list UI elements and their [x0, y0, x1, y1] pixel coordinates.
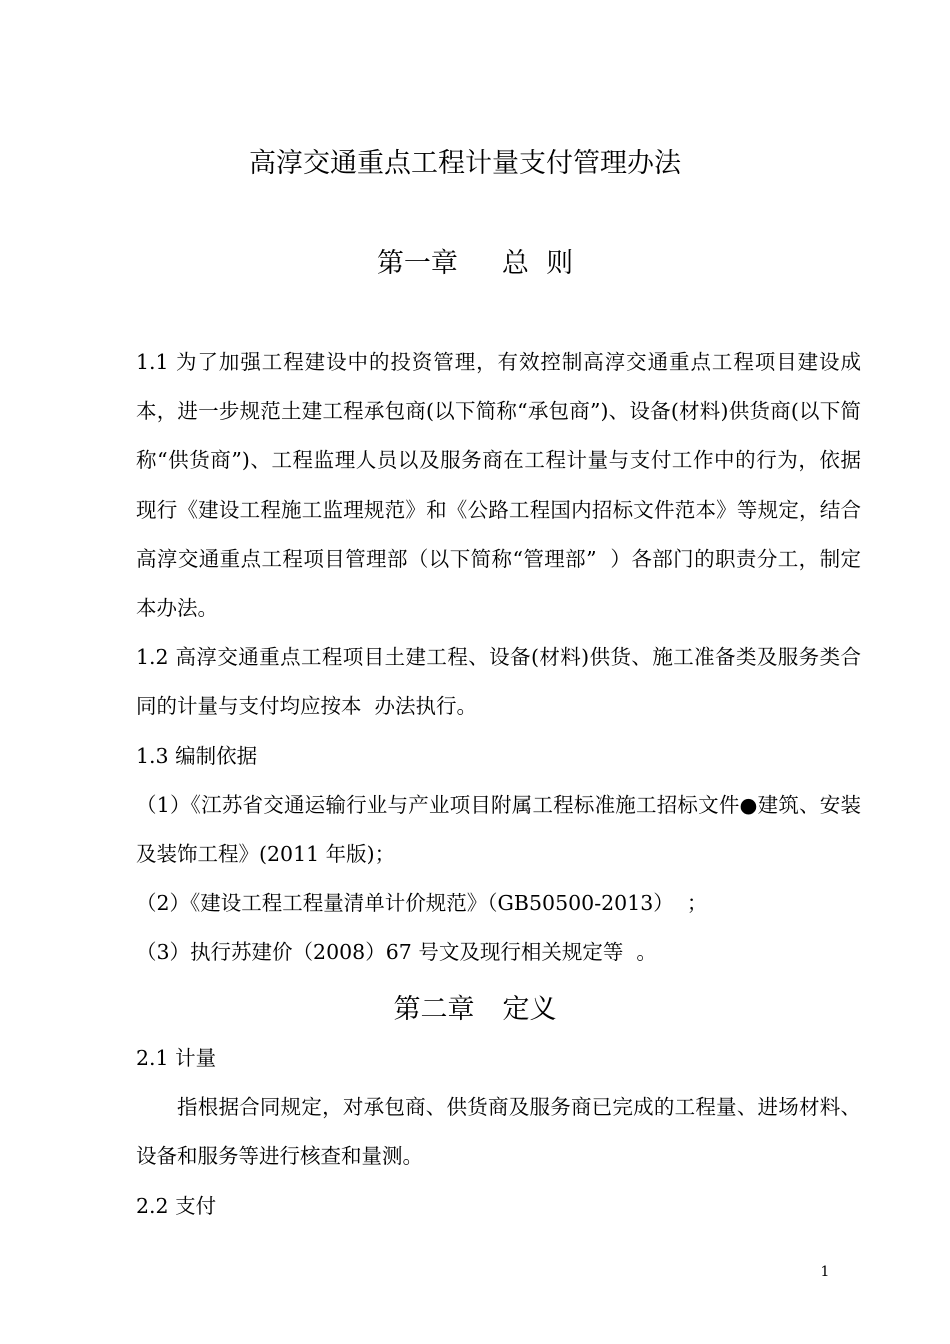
chapter-2-heading — [0, 992, 950, 1028]
heading-1-3: 1.3 编制依据 — [136, 743, 258, 768]
basis-item-1: （1）《江苏省交通运输行业与产业项目附属工程标准施工招标文件●建筑、安装及装饰工程》(2011 年版)； — [136, 792, 861, 867]
basis-item-2: （2）《建设工程工程量清单计价规范》（GB50500-2013） ； — [136, 891, 708, 916]
chapter-1-name: 总 则 — [501, 248, 574, 279]
basis-item-3: （3）执行苏建价（2008）67 号文及现行相关规定等 。 — [136, 940, 657, 965]
paragraph-1-1: 1.1 为了加强工程建设中的投资管理，有效控制高淳交通重点工程项目建设成本，进一步规范土建工程承包商(以下简称“承包商”)、设备(材料)供货商(以下简称“供货商”)、工程监理人员以及服务商在工程计量与支付工作中的行为，依据现行《建设工程施工监理规范》和《公路工程国内招标文件范本》等规定，结合高淳交通重点工程项目管理部（以下简称“管理部” ）各部门的职责分工，制定本办法。 — [136, 350, 861, 621]
paragraph-1-2: 1.2 高淳交通重点工程项目土建工程、设备(材料)供货、施工准备类及服务类合同的计量与支付均应按本 办法执行。 — [136, 645, 861, 719]
heading-2-1: 2.1 计量 — [136, 1046, 217, 1070]
heading-2-2: 2.2 支付 — [136, 1193, 217, 1218]
chapter-2-prefix: 第二章 — [393, 994, 475, 1025]
chapter-1-heading — [0, 246, 950, 282]
chapter-1-prefix: 第一章 — [376, 248, 458, 279]
document-title: 高淳交通重点工程计量支付管理办法 — [249, 148, 681, 179]
chapter-2-name: 定义 — [502, 994, 557, 1025]
page-number: 1 — [820, 1264, 830, 1280]
paragraph-2-1: 指根据合同规定，对承包商、供货商及服务商已完成的工程量、进场材料、设备和服务等进行核查和量测。 — [136, 1095, 861, 1169]
chapter-2-body — [136, 1034, 861, 1231]
chapter-1-body — [136, 338, 861, 978]
